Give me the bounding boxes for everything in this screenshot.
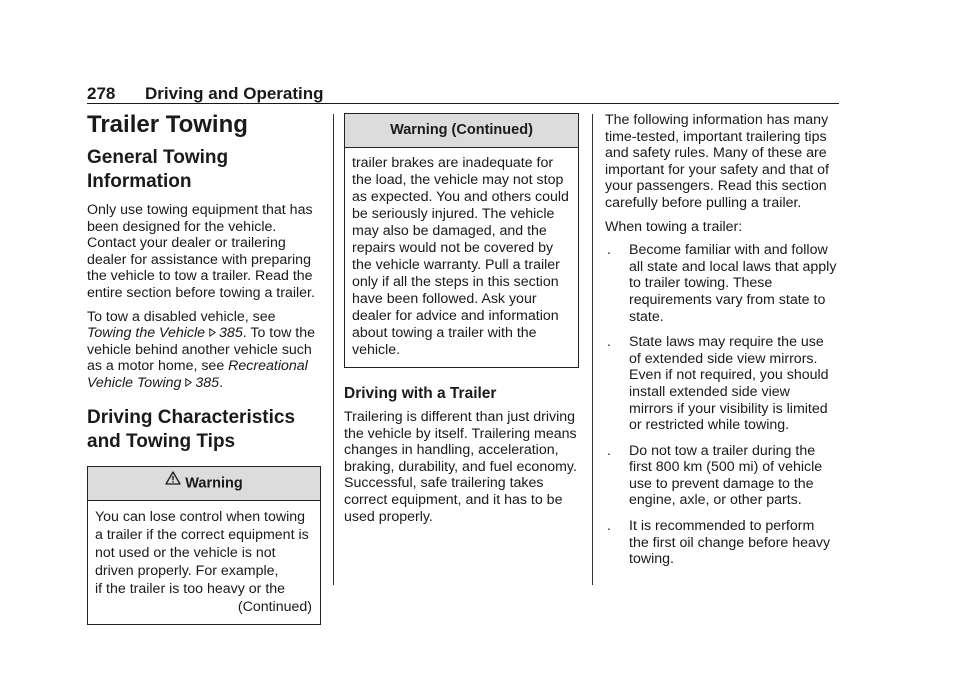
- column-3: [605, 112, 837, 577]
- page-number: 278: [87, 84, 116, 103]
- warning-line: driven properly. For example,: [95, 562, 279, 579]
- bullet-icon: .: [607, 334, 611, 351]
- list-item-text: It is recommended to perform the first oil change before heavy towing.: [629, 518, 831, 568]
- paragraph-text: . To tow the vehicle behind another vehicle such as a motor home, see: [87, 325, 316, 375]
- intro-paragraph: Only use towing equipment that has been designed for the vehicle. Contact your dealer or trailering dealer for assistance with preparing the vehicle to tow a trailer. Read the entire section before towing a trailer.: [87, 202, 315, 301]
- bullet-icon: .: [607, 518, 611, 535]
- driving-characteristics-heading: Driving Characteristics and Towing Tips: [87, 406, 296, 452]
- warning-line: a trailer if the correct equipment is: [95, 526, 309, 543]
- list-item-text: State laws may require the use of extended side view mirrors. Even if not required, you should install extended side view mirrors if your visibility is limited or restricted while towing.: [629, 334, 829, 434]
- section-title: Driving and Operating: [145, 84, 324, 103]
- when-towing-label: When towing a trailer:: [605, 218, 743, 235]
- bullet-icon: .: [607, 442, 611, 459]
- link-title: Towing the Vehicle: [87, 325, 206, 342]
- warning-continued-box: [344, 113, 579, 368]
- warning-continued-header: Warning (Continued): [345, 114, 578, 148]
- link-page: 385: [219, 325, 243, 342]
- bullet-icon: .: [607, 242, 611, 259]
- list-item-text: Do not tow a trailer during the first 800 km (500 mi) of vehicle use to prevent damage to the engine, axle, or other parts.: [629, 442, 823, 509]
- general-towing-heading: General Towing Information: [87, 147, 229, 192]
- warning-continued-body: trailer brakes are inadequate for the load, the vehicle may not stop as expected. You and others could be seriously injured. The vehicle may also be damaged, and the repairs would not be covered by the vehicle warranty. Pull a trailer only if all the steps in this section have been followed. Ask your dealer for advice and information about towing a trailer with the vehicle.: [352, 155, 569, 358]
- warning-line: not used or the vehicle is not: [95, 544, 276, 561]
- column-divider-2: [592, 114, 593, 585]
- warning-body: [88, 501, 320, 624]
- paragraph-text: .: [219, 374, 224, 391]
- header-rule: [87, 103, 839, 104]
- page-reference-icon: [181, 375, 195, 391]
- list-item: [605, 518, 837, 568]
- list-item: [605, 242, 837, 325]
- column-1: [87, 112, 323, 625]
- continued-label: (Continued): [237, 598, 312, 615]
- column-2: [344, 113, 580, 532]
- page-reference-icon: [205, 325, 219, 341]
- disabled-vehicle-paragraph: [87, 309, 323, 392]
- list-item: [605, 443, 837, 509]
- link-page: 385: [195, 374, 220, 391]
- warning-box: [87, 466, 321, 625]
- warning-title: Warning: [185, 474, 243, 491]
- towing-tips-list: [605, 242, 837, 568]
- column-divider-1: [333, 114, 334, 585]
- warning-header: [88, 467, 320, 501]
- list-item: [605, 334, 837, 434]
- page-header: [87, 84, 839, 104]
- list-item-text: Become familiar with and follow all state and local laws that apply to trailer towing. These requirements vary from state to state.: [629, 242, 837, 325]
- link-title: Recreational Vehicle Towing: [87, 358, 308, 391]
- towing-vehicle-link[interactable]: [87, 325, 243, 341]
- warning-line: You can lose control when towing: [95, 508, 306, 525]
- tips-intro-paragraph: The following information has many time-tested, important trailering tips and safety rules. Many of these are important for your safety and that of your passengers. Read this section carefully before pulling a trailer.: [605, 112, 829, 211]
- driving-with-trailer-heading: Driving with a Trailer: [344, 385, 497, 402]
- paragraph-text: To tow a disabled vehicle, see: [87, 308, 276, 325]
- trailering-paragraph: Trailering is different than just driving the vehicle by itself. Trailering means changes in handling, acceleration, braking, durability, and fuel economy. Successful, safe trailering takes correct equipment, and it has to be used properly.: [344, 409, 577, 525]
- page-title: Trailer Towing: [87, 111, 248, 138]
- warning-line: if the trailer is too heavy or the: [95, 580, 286, 597]
- warning-triangle-icon: [165, 465, 181, 498]
